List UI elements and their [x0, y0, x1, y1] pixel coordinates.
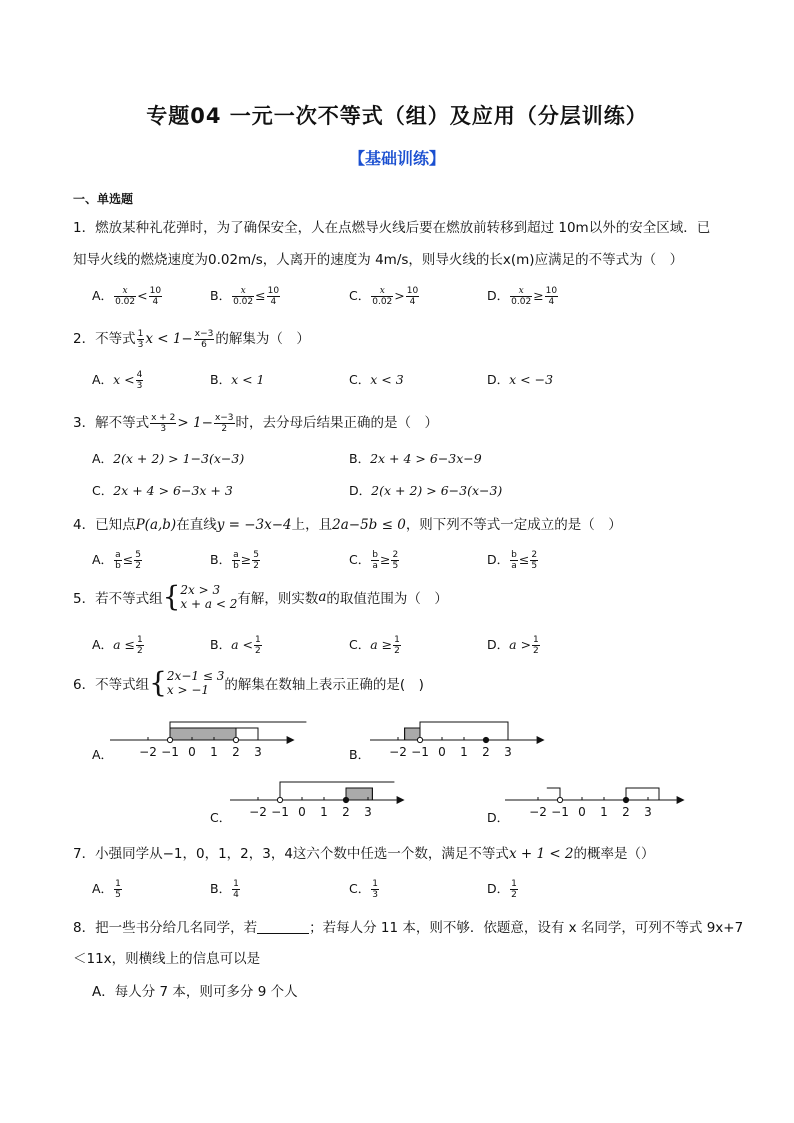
tick-label: −2 — [389, 745, 407, 759]
q8-line1: 8．把一些书分给几名同学，若 ；若每人分 11 本，则不够．依题意，设有 x 名同学，可列不等式 9x+7 — [73, 920, 744, 936]
numerator: 1 — [511, 879, 517, 889]
axis-arrow — [397, 796, 405, 804]
q5-option-b — [210, 635, 263, 656]
q7-stem: 7．小强同学从−1，0，1，2，3，4这六个数中任选一个数，满足不等式x + 1 < 2的概率是（） — [73, 846, 655, 862]
text: B． — [210, 881, 232, 896]
section-subtitle: 【基础训练】 — [348, 149, 445, 168]
q1-option-c — [349, 286, 420, 307]
q1-text-line1: 1．燃放某种礼花弹时，为了确保安全，人在点燃导火线后要在燃放前转移到超过 10m以外的安全区域．已 — [73, 220, 711, 236]
q1-text-line2: 知导火线的燃烧速度为0.02m/s，人离开的速度为 4m/s，则导火线的长x(m)应满足的不等式为（ ） — [73, 252, 684, 268]
tick-label: −2 — [529, 805, 547, 819]
numerator: x — [232, 286, 254, 297]
text: x < — [113, 372, 135, 387]
tick-label: −2 — [249, 805, 267, 819]
text: B． — [349, 451, 371, 466]
numerator: a — [115, 550, 121, 560]
q3-option-a — [92, 449, 244, 467]
denominator: 2 — [135, 561, 141, 571]
text: a > — [509, 637, 532, 652]
q1-option-a — [92, 286, 163, 307]
denominator: 3 — [136, 381, 143, 391]
fraction — [134, 550, 142, 571]
q2-option-d — [487, 370, 553, 388]
denominator: b — [115, 561, 121, 571]
numerator: 1 — [115, 879, 121, 889]
numerator: b — [372, 550, 378, 560]
text: D． — [487, 372, 510, 387]
denominator: 2 — [136, 646, 143, 656]
tick-label: 3 — [364, 805, 372, 819]
text: B． — [210, 372, 232, 387]
page-title: 专题04 一元一次不等式（组）及应用（分层训练） — [146, 104, 648, 128]
fraction — [114, 879, 122, 900]
fraction — [149, 286, 162, 307]
q8-line2: ＜11x，则横线上的信息可以是 — [73, 951, 261, 967]
denominator: 0.02 — [115, 297, 136, 307]
text: A． — [92, 552, 114, 567]
numerator: 1 — [394, 635, 400, 645]
denominator: 4 — [233, 890, 239, 900]
fraction — [252, 550, 260, 571]
open-endpoint — [233, 737, 238, 742]
q3-option-b — [349, 449, 482, 467]
fraction — [371, 879, 379, 900]
text: A． — [92, 372, 114, 387]
q6-option-c-label: C． — [210, 810, 232, 825]
q1-option-d — [487, 286, 559, 307]
tick-label: 3 — [504, 745, 512, 759]
tick-label: 3 — [254, 745, 262, 759]
denominator: 5 — [392, 561, 399, 571]
text: C． — [349, 881, 371, 896]
tick-label: 1 — [600, 805, 608, 819]
shaded-region — [170, 728, 236, 740]
text: > — [394, 288, 405, 303]
tick-label: 0 — [578, 805, 586, 819]
open-endpoint — [277, 797, 282, 802]
fraction — [114, 286, 136, 307]
numerator: 5 — [135, 550, 141, 560]
denominator: 3 — [372, 890, 378, 900]
open-endpoint — [167, 737, 172, 742]
text: 2x + 4 > 6−3x−9 — [370, 451, 482, 466]
tick-label: 0 — [438, 745, 446, 759]
text: C． — [349, 552, 371, 567]
numerator: 1 — [533, 635, 539, 645]
fraction — [393, 635, 401, 656]
q3-option-c — [92, 481, 233, 499]
q2-option-c — [349, 370, 404, 388]
denominator: 5 — [531, 561, 538, 571]
text: 2x + 4 > 6−3x + 3 — [113, 483, 233, 498]
q8-blank — [257, 933, 309, 934]
denominator: a — [372, 561, 378, 571]
tick-label: 0 — [188, 745, 196, 759]
closed-endpoint — [623, 797, 628, 802]
number-line-c — [230, 772, 410, 820]
q6-option-d-label: D． — [487, 810, 510, 825]
denominator: 4 — [409, 297, 416, 307]
q5-option-c — [349, 635, 402, 656]
section-heading: 一、单选题 — [73, 192, 134, 206]
numerator: 10 — [545, 286, 558, 296]
fraction — [530, 550, 538, 571]
fraction — [371, 550, 379, 571]
fraction — [545, 286, 558, 307]
q7-option-d — [487, 879, 519, 900]
numerator: a — [233, 550, 239, 560]
fraction — [232, 286, 254, 307]
open-endpoint — [557, 797, 562, 802]
numerator: 10 — [149, 286, 162, 296]
open-endpoint — [417, 737, 422, 742]
denominator: 4 — [270, 297, 277, 307]
closed-endpoint — [343, 797, 348, 802]
q3-stem: 3．解不等式 $\frac{x + 2}{3}$ > 1− $\frac{x-3}{2}$ 时，去分母后结果正确的是（ ） — [73, 412, 439, 434]
fraction — [136, 370, 144, 391]
tick-label: −2 — [139, 745, 157, 759]
q4-option-a — [92, 550, 143, 571]
axis-arrow — [287, 736, 295, 744]
tick-label: 3 — [644, 805, 652, 819]
number-line-d — [505, 772, 685, 820]
text: ≥ — [379, 552, 391, 567]
text: D． — [487, 552, 510, 567]
tick-label: 2 — [622, 805, 630, 819]
axis-arrow — [537, 736, 545, 744]
fraction — [136, 635, 144, 656]
denominator: b — [233, 561, 239, 571]
text: 2(x + 2) > 1−3(x−3) — [113, 451, 245, 466]
fraction — [114, 550, 122, 571]
number-line-b — [370, 712, 550, 760]
denominator: a — [511, 561, 517, 571]
text: B． — [210, 552, 232, 567]
denominator: 2 — [394, 646, 400, 656]
numerator: 2 — [392, 550, 399, 560]
numerator: 1 — [136, 635, 143, 645]
denominator: 0.02 — [372, 297, 393, 307]
q6-option-b-label: B． — [349, 747, 371, 762]
q4-stem: 4．已知点P(a,b)在直线y = −3x−4上，且2a−5b ≤ 0，则下列不等式一定成立的是（ ） — [73, 517, 622, 533]
denominator: 0.02 — [233, 297, 254, 307]
q5-option-d — [487, 635, 541, 656]
tick-label: 1 — [460, 745, 468, 759]
q8-option-a: A．每人分 7 本，则可多分 9 个人 — [92, 984, 298, 1000]
tick-label: 1 — [210, 745, 218, 759]
q2-stem: 2．不等式 $\frac{1}{3}$ x < 1− $\frac{x-3}{6}$ 的解集为（ ） — [73, 328, 310, 350]
numerator: 2 — [531, 550, 538, 560]
numerator: 1 — [254, 635, 261, 645]
q7-option-a — [92, 879, 123, 900]
text: D． — [487, 637, 510, 652]
denominator: 2 — [511, 890, 517, 900]
text: < — [137, 288, 148, 303]
q2-option-a — [92, 370, 144, 391]
tick-label: 1 — [320, 805, 328, 819]
fraction — [232, 879, 240, 900]
tick-label: 2 — [342, 805, 350, 819]
tick-label: −1 — [551, 805, 569, 819]
text: A． — [92, 881, 114, 896]
text: C． — [349, 288, 371, 303]
q4-option-d — [487, 550, 539, 571]
text: x < 3 — [370, 372, 404, 387]
q2-option-b — [210, 370, 265, 388]
text: a ≤ — [113, 637, 135, 652]
numerator: 1 — [372, 879, 378, 889]
fraction — [391, 550, 399, 571]
text: 2(x + 2) > 6−3(x−3) — [371, 483, 503, 498]
numerator: x — [114, 286, 136, 297]
text: ≤ — [255, 288, 266, 303]
text: ≤ — [122, 552, 134, 567]
tick-label: 2 — [482, 745, 490, 759]
text: a ≥ — [370, 637, 393, 652]
fraction — [510, 286, 532, 307]
q6-stem: 6．不等式组{ 2x−1 ≤ 3 x > −1 的解集在数轴上表示正确的是( ) — [73, 666, 424, 699]
fraction — [510, 550, 518, 571]
numerator: 4 — [136, 370, 143, 380]
text: a < — [231, 637, 253, 652]
text: D． — [349, 483, 372, 498]
fraction — [406, 286, 419, 307]
tick-label: 2 — [232, 745, 240, 759]
denominator: 2 — [253, 561, 260, 571]
text: D． — [487, 288, 510, 303]
text: A． — [92, 451, 114, 466]
denominator: 2 — [254, 646, 261, 656]
denominator: 0.02 — [511, 297, 532, 307]
fraction — [510, 879, 518, 900]
axis-arrow — [677, 796, 685, 804]
fraction — [267, 286, 280, 307]
denominator: 5 — [115, 890, 121, 900]
q1-option-b — [210, 286, 281, 307]
numerator: x — [371, 286, 393, 297]
numerator: b — [511, 550, 517, 560]
text: C． — [92, 483, 114, 498]
denominator: 2 — [533, 646, 539, 656]
numerator: 10 — [406, 286, 419, 296]
tick-label: −1 — [411, 745, 429, 759]
q5-option-a — [92, 635, 145, 656]
numerator: 5 — [253, 550, 260, 560]
text: x < 1 — [231, 372, 265, 387]
tick-label: −1 — [161, 745, 179, 759]
q6-option-a-label: A． — [92, 747, 114, 762]
number-line-a — [110, 712, 290, 760]
q4-option-b — [210, 550, 261, 571]
text: x < −3 — [509, 372, 554, 387]
text: D． — [487, 881, 510, 896]
text: C． — [349, 637, 371, 652]
range-bracket — [280, 782, 394, 800]
text: ≥ — [533, 288, 544, 303]
text: A． — [92, 637, 114, 652]
q7-option-c — [349, 879, 380, 900]
text: C． — [349, 372, 371, 387]
tick-label: 0 — [298, 805, 306, 819]
text: ≤ — [518, 552, 530, 567]
denominator: 4 — [548, 297, 555, 307]
text: B． — [210, 637, 232, 652]
fraction — [254, 635, 262, 656]
text: ≥ — [240, 552, 252, 567]
range-bracket — [626, 788, 659, 800]
text: A． — [92, 288, 114, 303]
tick-label: −1 — [271, 805, 289, 819]
numerator: x — [510, 286, 532, 297]
q5-stem: 5．若不等式组{ 2x > 3 x + a < 2 有解，则实数a的取值范围为（ ） — [73, 580, 448, 613]
fraction — [371, 286, 393, 307]
text: B． — [210, 288, 232, 303]
fraction — [532, 635, 540, 656]
numerator: 1 — [233, 879, 239, 889]
numerator: 10 — [267, 286, 280, 296]
closed-endpoint — [483, 737, 488, 742]
q4-option-c — [349, 550, 400, 571]
denominator: 4 — [152, 297, 159, 307]
q7-option-b — [210, 879, 241, 900]
fraction — [232, 550, 240, 571]
q3-option-d — [349, 481, 502, 499]
